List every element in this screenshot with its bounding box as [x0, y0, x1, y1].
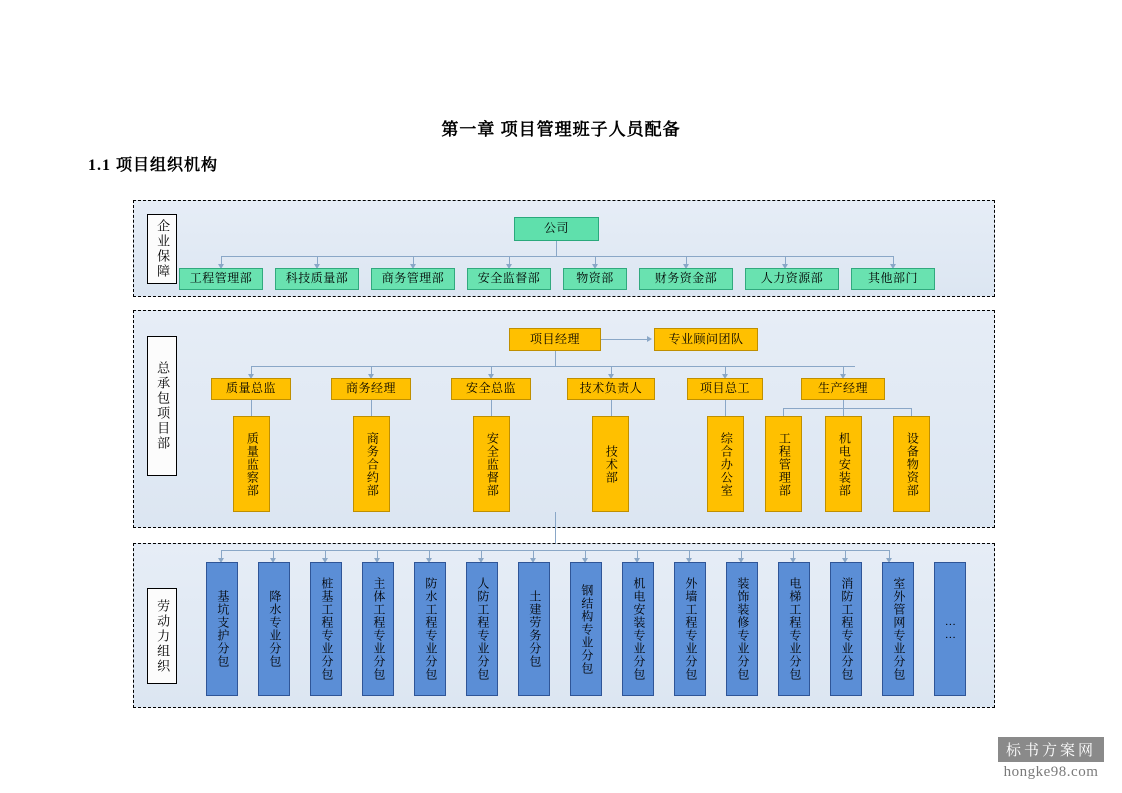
node-subcontractor[interactable]: 土建劳务分包: [518, 562, 550, 696]
connector: [491, 400, 492, 416]
node-project-department[interactable]: 安全监督部: [473, 416, 510, 512]
node-department[interactable]: 人力资源部: [745, 268, 839, 290]
node-project-department[interactable]: 质量监察部: [233, 416, 270, 512]
node-subcontractor[interactable]: 钢结构专业分包: [570, 562, 602, 696]
band-label-enterprise: 企业保障: [147, 214, 177, 284]
node-project-department[interactable]: 工程管理部: [765, 416, 802, 512]
connector: [843, 400, 844, 408]
node-department[interactable]: 物资部: [563, 268, 627, 290]
connector: [843, 408, 844, 416]
node-subcontractor[interactable]: 机电安装专业分包: [622, 562, 654, 696]
connector: [251, 400, 252, 416]
connector: [611, 400, 612, 416]
node-subcontractor[interactable]: 降水专业分包: [258, 562, 290, 696]
connector: [555, 351, 556, 366]
connector: [221, 256, 893, 257]
node-subcontractor[interactable]: 基坑支护分包: [206, 562, 238, 696]
node-department[interactable]: 其他部门: [851, 268, 935, 290]
section-heading: 1.1 项目组织机构: [88, 157, 219, 174]
node-department[interactable]: 安全监督部: [467, 268, 551, 290]
connector: [911, 408, 912, 416]
node-subcontractor[interactable]: 室外管网专业分包: [882, 562, 914, 696]
node-department[interactable]: 科技质量部: [275, 268, 359, 290]
node-subcontractor[interactable]: 主体工程专业分包: [362, 562, 394, 696]
node-department[interactable]: 工程管理部: [179, 268, 263, 290]
connector: [251, 366, 855, 367]
band-label-general-contractor: 总承包项目部: [147, 336, 177, 476]
node-subcontractor[interactable]: 防水工程专业分包: [414, 562, 446, 696]
node-project-department[interactable]: 设备物资部: [893, 416, 930, 512]
node-subcontractor[interactable]: 消防工程专业分包: [830, 562, 862, 696]
node-project-department[interactable]: 商务合约部: [353, 416, 390, 512]
node-manager[interactable]: 安全总监: [451, 378, 531, 400]
node-project-department[interactable]: 技术部: [592, 416, 629, 512]
node-manager[interactable]: 技术负责人: [567, 378, 655, 400]
node-subcontractor[interactable]: 电梯工程专业分包: [778, 562, 810, 696]
page-title: 第一章 项目管理班子人员配备: [441, 120, 681, 139]
watermark-brand: 标书方案网: [998, 737, 1104, 762]
connector: [556, 241, 557, 256]
node-subcontractor[interactable]: 装饰装修专业分包: [726, 562, 758, 696]
org-chart: [133, 200, 995, 708]
node-subcontractor[interactable]: 桩基工程专业分包: [310, 562, 342, 696]
node-subcontractor[interactable]: 人防工程专业分包: [466, 562, 498, 696]
connector: [221, 550, 889, 551]
band-label-labor: 劳动力组织: [147, 588, 177, 684]
node-project-department[interactable]: 综合办公室: [707, 416, 744, 512]
connector: [371, 400, 372, 416]
node-project-manager[interactable]: 项目经理: [509, 328, 601, 351]
node-manager[interactable]: 商务经理: [331, 378, 411, 400]
connector: [783, 408, 911, 409]
node-subcontractor[interactable]: 外墙工程专业分包: [674, 562, 706, 696]
node-subcontractor-more[interactable]: ……: [934, 562, 966, 696]
connector: [601, 339, 647, 340]
watermark: [998, 737, 1104, 781]
node-company[interactable]: 公司: [514, 217, 599, 241]
connector: [725, 400, 726, 416]
watermark-url: hongke98.com: [1003, 764, 1099, 780]
node-manager[interactable]: 生产经理: [801, 378, 885, 400]
arrow-icon: [647, 336, 652, 342]
node-project-department[interactable]: 机电安装部: [825, 416, 862, 512]
node-department[interactable]: 财务资金部: [639, 268, 733, 290]
node-department[interactable]: 商务管理部: [371, 268, 455, 290]
connector: [783, 408, 784, 416]
node-manager[interactable]: 项目总工: [687, 378, 763, 400]
node-consultant-team[interactable]: 专业顾问团队: [654, 328, 758, 351]
node-manager[interactable]: 质量总监: [211, 378, 291, 400]
